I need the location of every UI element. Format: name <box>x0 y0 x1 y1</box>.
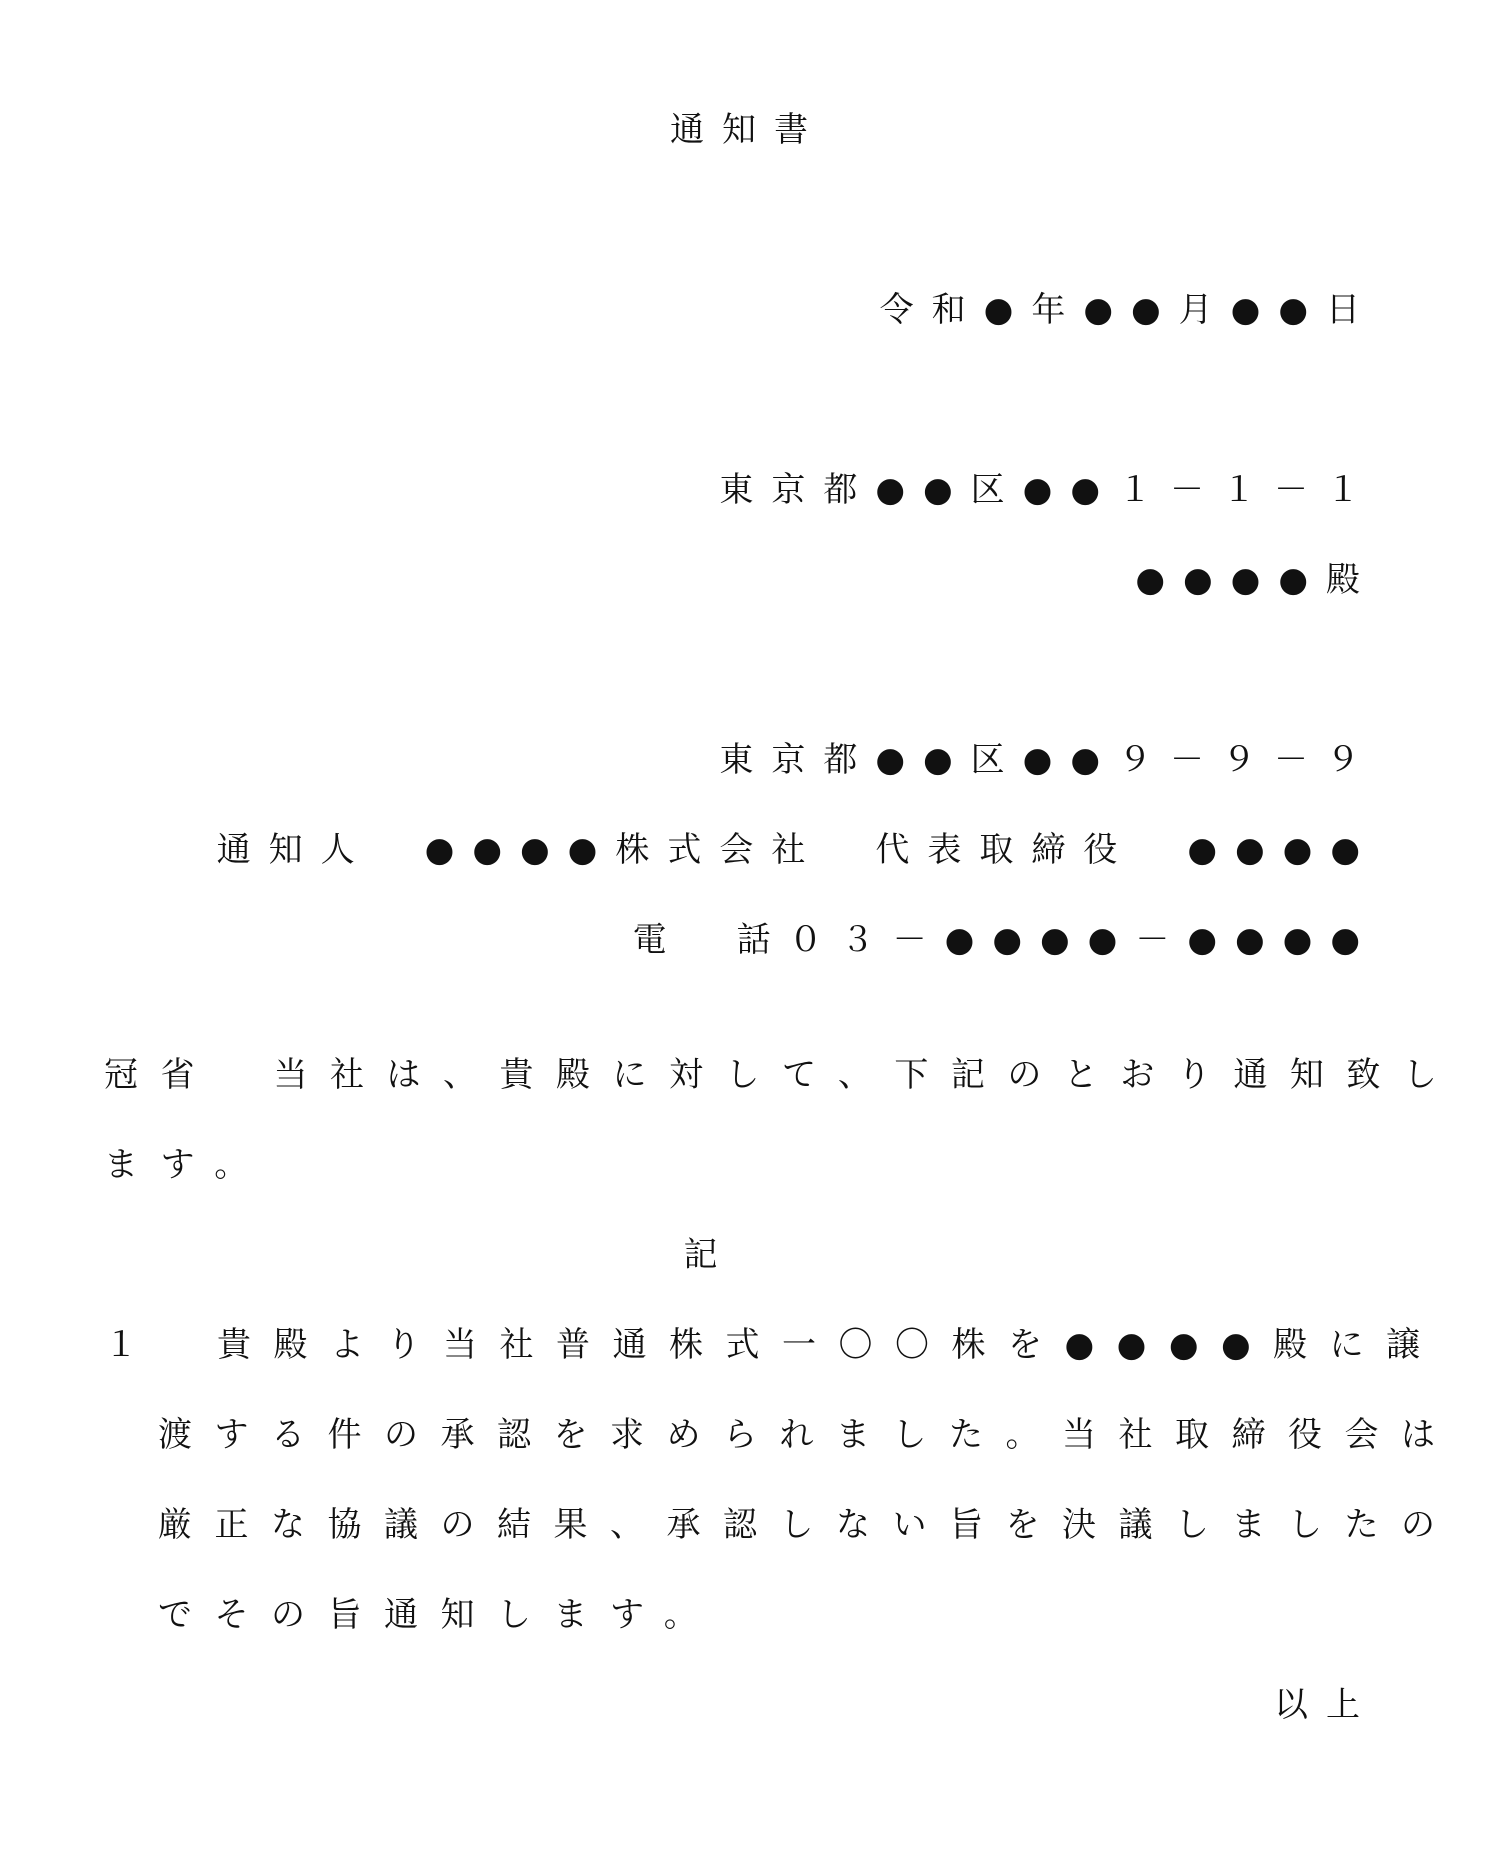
item1-line-1: １ 貴殿より当社普通株式一〇〇株を●●●●殿に譲 <box>104 1325 1443 1365</box>
sender-name-line: 通知人 ●●●●株式会社 代表取締役 ●●●● <box>216 830 1378 870</box>
closing-text: 以上 <box>1274 1685 1378 1725</box>
sender-address: 東京都●●区●●９－９－９ <box>719 740 1378 780</box>
sender-phone-line: 電 話０３－●●●●－●●●● <box>632 920 1378 960</box>
recipient-address: 東京都●●区●●１－１－１ <box>719 470 1378 510</box>
item1-line-3: 厳正な協議の結果、承認しない旨を決議しましたの <box>158 1505 1458 1545</box>
recipient-name: ●●●●殿 <box>1135 560 1378 600</box>
item1-line-4: でその旨通知します。 <box>158 1595 721 1635</box>
document-date: 令和●年●●月●●日 <box>879 290 1378 330</box>
body-line-2: ます。 <box>104 1145 271 1185</box>
document-title: 通知書 <box>670 110 826 150</box>
ki-heading: 記 <box>683 1235 737 1275</box>
item1-line-2: 渡する件の承認を求められました。当社取締役会は <box>158 1415 1458 1455</box>
body-line-1: 冠省 当社は、貴殿に対して、下記のとおり通知致し <box>104 1055 1460 1095</box>
